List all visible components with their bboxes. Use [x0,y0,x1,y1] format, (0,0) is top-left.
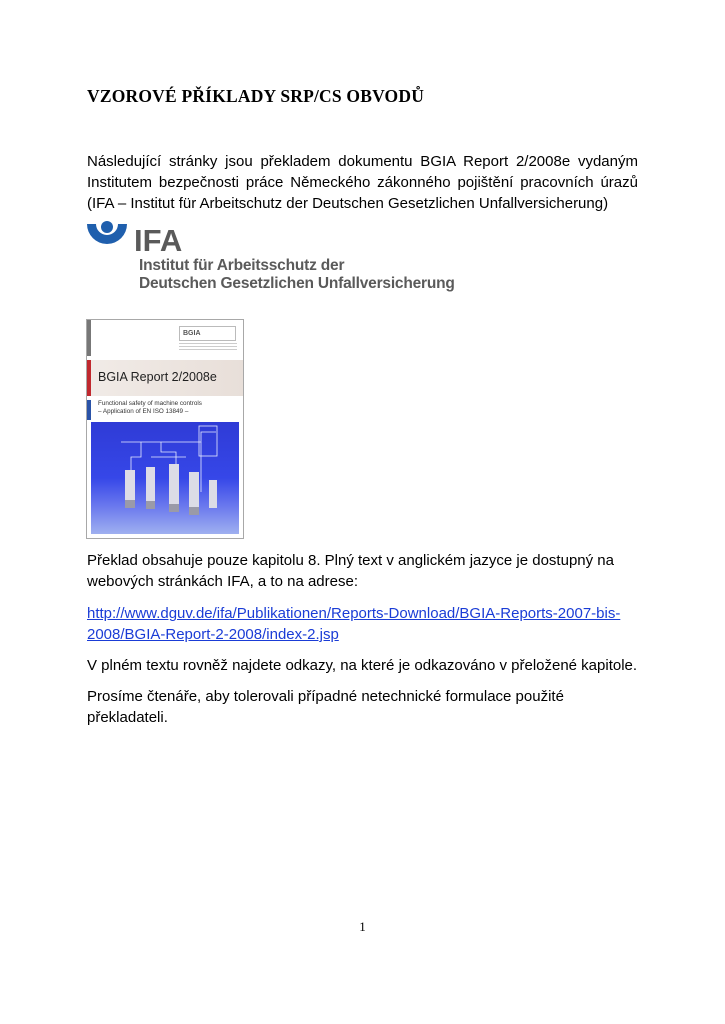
bgia-report-cover [86,319,244,539]
cover-subtitle-line-1: Functional safety of machine controls [98,400,202,407]
page-number: 1 [359,919,366,934]
cover-circuit-illustration [91,422,239,534]
report-download-link[interactable]: http://www.dguv.de/ifa/Publikationen/Reports-Download/BGIA-Reports-2007-bis-2008/BGIA-Report-2-2008/index-2.jsp [87,605,621,643]
ifa-name-line-2: Deutschen Gesetzlichen Unfallversicherung [139,275,455,292]
ifa-emblem-icon [85,221,195,257]
chapter-paragraph: Překlad obsahuje pouze kapitolu 8. Plný text v anglickém jazyce je dostupný na webových stránkách IFA, a to na adrese: [87,552,614,590]
cover-bgia-logo: BGIA [179,326,236,341]
cover-title: BGIA Report 2/2008e [98,370,217,384]
cover-stripe-red [87,360,91,396]
ifa-name-line-1: Institut für Arbeitsschutz der [139,257,345,274]
svg-text:IFA: IFA [134,223,183,257]
cover-subtitle-line-2: – Application of EN ISO 13849 – [98,408,189,415]
page-heading: VZOROVÉ PŘÍKLADY SRP/CS OBVODŮ [87,86,425,106]
cover-stripe-blue [87,400,91,420]
intro-paragraph: Následující stránky jsou překladem dokumentu BGIA Report 2/2008e vydaným Institutem bezpečnosti práce Německého zákonného pojištění pracovních úrazů (IFA – Institut für Arbeitschutz der Deutschen Gesetzlichen Unfallversicherung) [87,153,638,212]
cover-subtitle [98,400,238,416]
references-paragraph: V plném textu rovněž najdete odkazy, na které je odkazováno v přeložené kapitole. [87,657,638,674]
cover-stripe-gray [87,320,91,356]
readers-paragraph: Prosíme čtenáře, aby tolerovali případné netechnické formulace použité překladateli. [87,688,564,726]
cover-small-print [179,343,237,351]
circuit-diagram-icon [91,422,239,534]
